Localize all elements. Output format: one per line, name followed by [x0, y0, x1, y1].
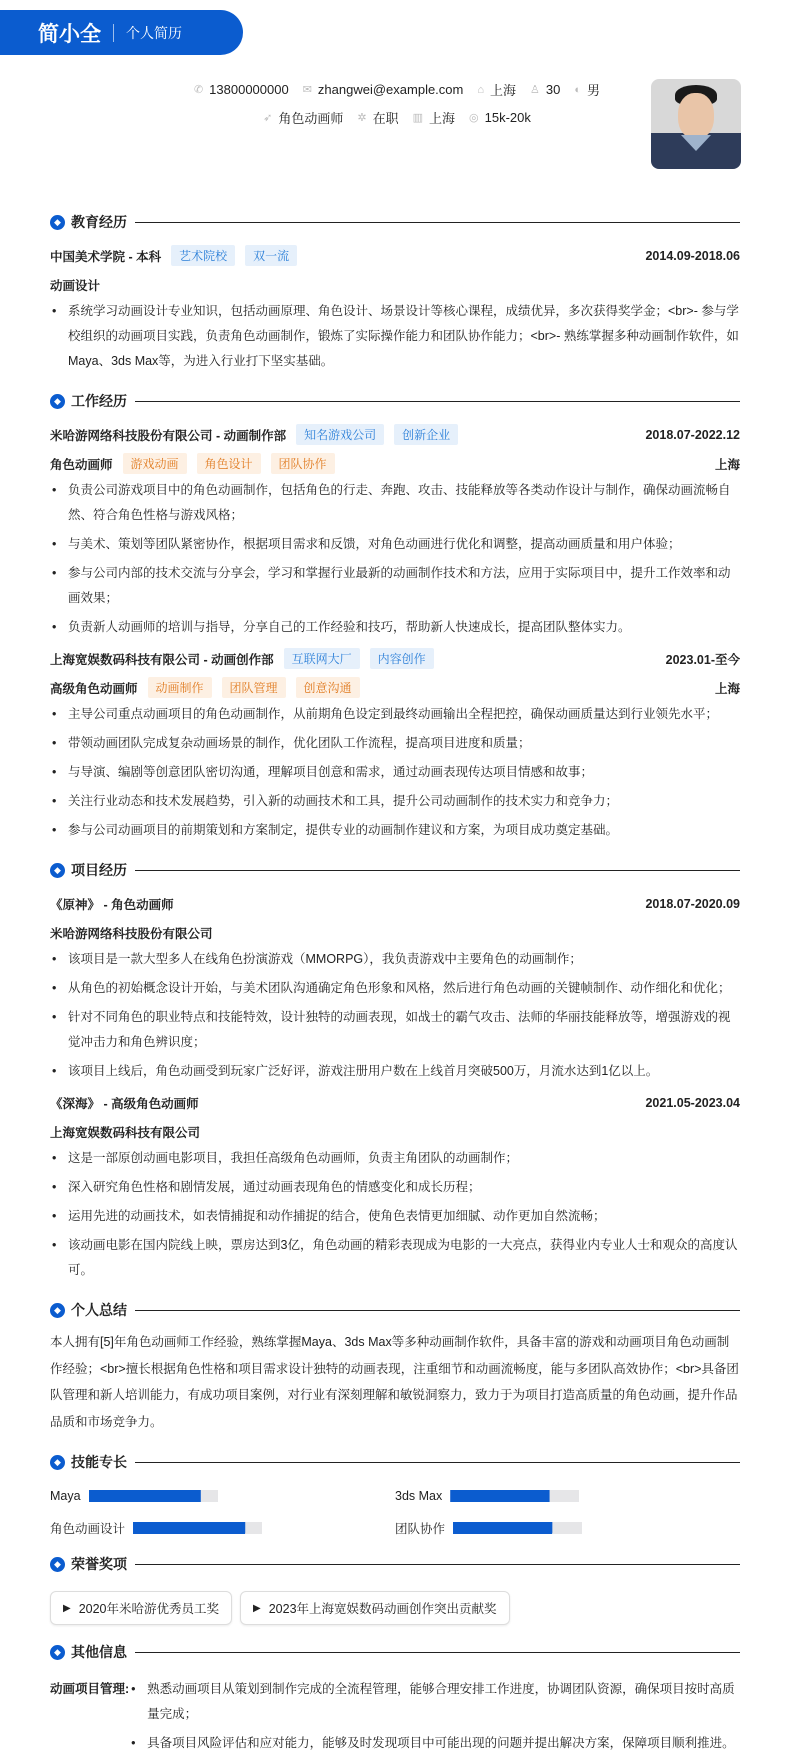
- education-date: 2014.09-2018.06: [645, 248, 740, 263]
- major-row: [50, 270, 740, 299]
- contact-item: [194, 80, 289, 99]
- role-title: 角色动画师: [50, 457, 113, 472]
- project-date: 2018.07-2020.09: [645, 896, 740, 911]
- skill-item: [50, 1489, 395, 1503]
- avatar-photo: [651, 79, 741, 169]
- other-section-icon: ◆: [50, 1645, 65, 1660]
- skill-bar-fill: [133, 1522, 245, 1534]
- skill-bar: [453, 1522, 582, 1534]
- tag: 团队管理: [222, 677, 286, 698]
- bullet-item: • 系统学习动画设计专业知识，包括动画原理、角色设计、场景设计等核心课程，成绩优异，多次获得奖学金；<br>- 参与学校组织的动画项目实践，负责角色动画制作，锻炼了实际操作能力和团队协作能力；<br>- 熟练掌握多种动画制作软件，如Maya、3ds Max等，为进入行业打下坚实基础。: [50, 299, 740, 374]
- bullet-list: [50, 478, 740, 640]
- contact-text: 角色动画师: [278, 111, 344, 126]
- tag: 内容创作: [370, 648, 434, 669]
- tag: 创新企业: [394, 424, 458, 445]
- bullet-item: • 该动画电影在国内院线上映，票房达到3亿，角色动画的精彩表现成为电影的一大亮点，获得业内专业人士和观众的高度认可。: [50, 1233, 740, 1283]
- tag: 艺术院校: [171, 245, 235, 266]
- company-row: [50, 644, 740, 673]
- resume-body: [50, 195, 740, 1760]
- project-row: [50, 1088, 740, 1117]
- summary-text: 本人拥有[5]年角色动画师工作经验，熟练掌握Maya、3ds Max等多种动画制作软件，具备丰富的游戏和动画项目角色动画制作经验；<br>擅长根据角色性格和项目需求设计独特的动画表现，注重细节和动画流畅度，能与多团队高效协作；<br>具备团队管理和新人培训能力，有成功项目案例，对行业有深刻理解和敏锐洞察力，致力于为项目打造高质量的角色动画，提升作品品质和市场竞争力。: [50, 1335, 739, 1429]
- section-header-summary: [50, 1297, 740, 1323]
- tag: 团队协作: [271, 453, 335, 474]
- contact-item: [357, 108, 398, 127]
- skill-item: [395, 1489, 740, 1503]
- contact-text: 上海: [490, 83, 517, 98]
- bullet-item: • 主导公司重点动画项目的角色动画制作，从前期角色设定到最终动画输出全程把控，确保动画质量达到行业领先水平；: [50, 702, 740, 727]
- project-title: 《深海》 - 高级角色动画师: [50, 1096, 199, 1111]
- home-icon: ⌂: [477, 83, 485, 96]
- school-name: 中国美术学院 - 本科: [50, 249, 162, 264]
- company-name: 上海宽娱数码科技有限公司 - 动画创作部: [50, 652, 274, 667]
- section-divider: [135, 1564, 740, 1565]
- section-header-honors: [50, 1551, 740, 1577]
- section-title: 项目经历: [71, 862, 127, 878]
- skill-bar-fill: [89, 1490, 201, 1502]
- skill-bar: [89, 1490, 218, 1502]
- role-row: [50, 449, 740, 478]
- awards-list: [50, 1591, 740, 1625]
- bullet-item: • 运用先进的动画技术，如表情捕捉和动作捕捉的结合，使角色表情更加细腻、动作更加自然流畅；: [50, 1204, 740, 1229]
- project-row: [50, 889, 740, 918]
- gender-icon: ◐: [574, 83, 582, 96]
- bullet-item: • 关注行业动态和技术发展趋势，引入新的动画技术和工具，提升公司动画制作的技术实力和竞争力；: [50, 789, 740, 814]
- tag: 角色设计: [197, 453, 261, 474]
- contact-text: 30: [545, 82, 561, 97]
- bullet-list: [50, 947, 740, 1084]
- city-icon: ▥: [412, 112, 423, 124]
- bullet-item: • 熟悉动画项目从策划到制作完成的全流程管理，能够合理安排工作进度，协调团队资源，确保项目按时高质量完成；: [129, 1677, 740, 1727]
- skill-bar-fill: [453, 1522, 552, 1534]
- bullet-list: [50, 299, 740, 374]
- contact-item: [574, 80, 600, 99]
- section-title: 个人总结: [71, 1302, 127, 1318]
- tag: 动画制作: [148, 677, 212, 698]
- contact-text: 13800000000: [209, 82, 289, 97]
- section-divider: [135, 870, 740, 871]
- skill-item: [395, 1519, 740, 1537]
- age-icon: ♙: [530, 84, 540, 96]
- projects-section-icon: ◆: [50, 863, 65, 878]
- skill-name: 角色动画设计: [50, 1522, 126, 1536]
- work-date: 2018.07-2022.12: [645, 427, 740, 442]
- bullet-item: • 与美术、策划等团队紧密协作，根据项目需求和反馈，对角色动画进行优化和调整，提高动画质量和用户体验；: [50, 532, 740, 557]
- contact-item: [530, 80, 560, 99]
- skill-bar-fill: [450, 1490, 549, 1502]
- skill-name: 团队协作: [395, 1522, 446, 1536]
- salary-icon: ◎: [469, 112, 479, 124]
- project-company-row: [50, 1117, 740, 1146]
- work-section-icon: ◆: [50, 394, 65, 409]
- bullet-item: • 带领动画团队完成复杂动画场景的制作，优化团队工作流程，提高项目进度和质量；: [50, 731, 740, 756]
- project-title: 《原神》 - 角色动画师: [50, 897, 174, 912]
- company-row: [50, 420, 740, 449]
- status-icon: ✲: [357, 112, 367, 124]
- bullet-item: • 针对不同角色的职业特点和技能特效，设计独特的动画表现，如战士的霸气攻击、法师的华丽技能释放等，增强游戏的视觉冲击力和角色辨识度；: [50, 1005, 740, 1055]
- section-divider: [135, 401, 740, 402]
- triangle-right-icon: ▶: [253, 1602, 261, 1614]
- tag: 双一流: [245, 245, 297, 266]
- skill-bar: [450, 1490, 579, 1502]
- education-header: [50, 241, 740, 270]
- bullet-list: [50, 1146, 740, 1283]
- bullet-item: • 负责公司游戏项目中的角色动画制作，包括角色的行走、奔跑、攻击、技能释放等各类动作设计与制作，确保动画流畅自然、符合角色性格与游戏风格；: [50, 478, 740, 528]
- contact-text: 在职: [372, 111, 399, 126]
- skill-name: 3ds Max: [395, 1489, 443, 1503]
- contact-item: [469, 108, 531, 127]
- major: 动画设计: [50, 278, 101, 293]
- bullet-list: [50, 702, 740, 843]
- summary-section-icon: ◆: [50, 1303, 65, 1318]
- section-divider: [135, 1310, 740, 1311]
- section-header-skills: [50, 1449, 740, 1475]
- section-divider: [135, 222, 740, 223]
- project-company: 米哈游网络科技股份有限公司: [50, 926, 213, 941]
- section-header-other: [50, 1639, 740, 1665]
- triangle-right-icon: ▶: [63, 1602, 71, 1614]
- section-divider: [135, 1652, 740, 1653]
- section-header-projects: [50, 857, 740, 883]
- skills-grid: [50, 1489, 740, 1537]
- bullet-item: • 深入研究角色性格和剧情发展，通过动画表现角色的情感变化和成长历程；: [50, 1175, 740, 1200]
- bullet-item: • 这是一部原创动画电影项目，我担任高级角色动画师，负责主角团队的动画制作；: [50, 1146, 740, 1171]
- resume-subtitle: 个人简历: [126, 24, 182, 41]
- project-company: 上海宽娱数码科技有限公司: [50, 1125, 201, 1140]
- phone-icon: ✆: [193, 84, 204, 96]
- award-item[interactable]: [240, 1591, 510, 1625]
- contact-item: [477, 80, 516, 99]
- skills-section-icon: ◆: [50, 1455, 65, 1470]
- work-city: 上海: [714, 457, 740, 472]
- work-city: 上海: [714, 681, 740, 696]
- contact-text: zhangwei@example.com: [317, 82, 464, 97]
- section-header-work: [50, 388, 740, 414]
- award-item[interactable]: [50, 1591, 232, 1625]
- bullet-item: • 参与公司动画项目的前期策划和方案制定，提供专业的动画制作建议和方案，为项目成功奠定基础。: [50, 818, 740, 843]
- section-title: 荣誉奖项: [71, 1556, 127, 1572]
- resume-name: 简小全: [38, 22, 101, 46]
- contact-item: [303, 80, 464, 99]
- contact-text: 男: [587, 83, 601, 98]
- section-divider: [135, 1462, 740, 1463]
- bullet-item: • 负责新人动画师的培训与指导，分享自己的工作经验和技巧，帮助新人快速成长，提高团队整体实力。: [50, 615, 740, 640]
- section-header-education: [50, 209, 740, 235]
- other-label: 动画项目管理:: [50, 1682, 130, 1696]
- award-text: 2020年米哈游优秀员工奖: [78, 1602, 220, 1616]
- skill-item: [50, 1519, 395, 1537]
- tag: 创意沟通: [296, 677, 360, 698]
- skill-name: Maya: [50, 1489, 81, 1503]
- bullet-item: • 具备项目风险评估和应对能力，能够及时发现项目中可能出现的问题并提出解决方案，保障项目顺利推进。: [129, 1731, 740, 1756]
- education-section-icon: ◆: [50, 215, 65, 230]
- award-text: 2023年上海宽娱数码动画创作突出贡献奖: [268, 1602, 497, 1616]
- bullet-item: • 与导演、编剧等创意团队密切沟通，理解项目创意和需求，通过动画表现传达项目情感和故事；: [50, 760, 740, 785]
- tag: 知名游戏公司: [296, 424, 384, 445]
- tag: 互联网大厂: [284, 648, 360, 669]
- divider: [113, 24, 114, 42]
- work-date: 2023.01-至今: [665, 652, 740, 667]
- contact-text: 15k-20k: [484, 110, 531, 125]
- project-company-row: [50, 918, 740, 947]
- honors-section-icon: ◆: [50, 1557, 65, 1572]
- section-title: 技能专长: [71, 1454, 127, 1470]
- bullet-item: • 该项目是一款大型多人在线角色扮演游戏（MMORPG），我负责游戏中主要角色的动画制作；: [50, 947, 740, 972]
- section-title: 教育经历: [71, 214, 127, 230]
- position-icon: ➶: [263, 112, 273, 124]
- role-title: 高级角色动画师: [50, 681, 138, 696]
- bullet-item: • 从角色的初始概念设计开始，与美术团队沟通确定角色形象和风格，然后进行角色动画的关键帧制作、动作细化和优化；: [50, 976, 740, 1001]
- company-name: 米哈游网络科技股份有限公司 - 动画制作部: [50, 428, 287, 443]
- contact-item: [263, 108, 343, 127]
- role-row: [50, 673, 740, 702]
- bullet-item: • 该项目上线后，角色动画受到玩家广泛好评，游戏注册用户数在上线首月突破500万，月流水达到1亿以上。: [50, 1059, 740, 1084]
- header-banner: [0, 10, 243, 55]
- section-title: 工作经历: [71, 393, 127, 409]
- project-date: 2021.05-2023.04: [645, 1095, 740, 1110]
- contact-item: [413, 108, 455, 127]
- skill-bar: [133, 1522, 262, 1534]
- tag: 游戏动画: [123, 453, 187, 474]
- contact-text: 上海: [429, 111, 456, 126]
- bullet-item: • 参与公司内部的技术交流与分享会，学习和掌握行业最新的动画制作技术和方法，应用于实际项目中，提升工作效率和动画效果；: [50, 561, 740, 611]
- section-title: 其他信息: [71, 1644, 127, 1660]
- mail-icon: ✉: [302, 84, 312, 96]
